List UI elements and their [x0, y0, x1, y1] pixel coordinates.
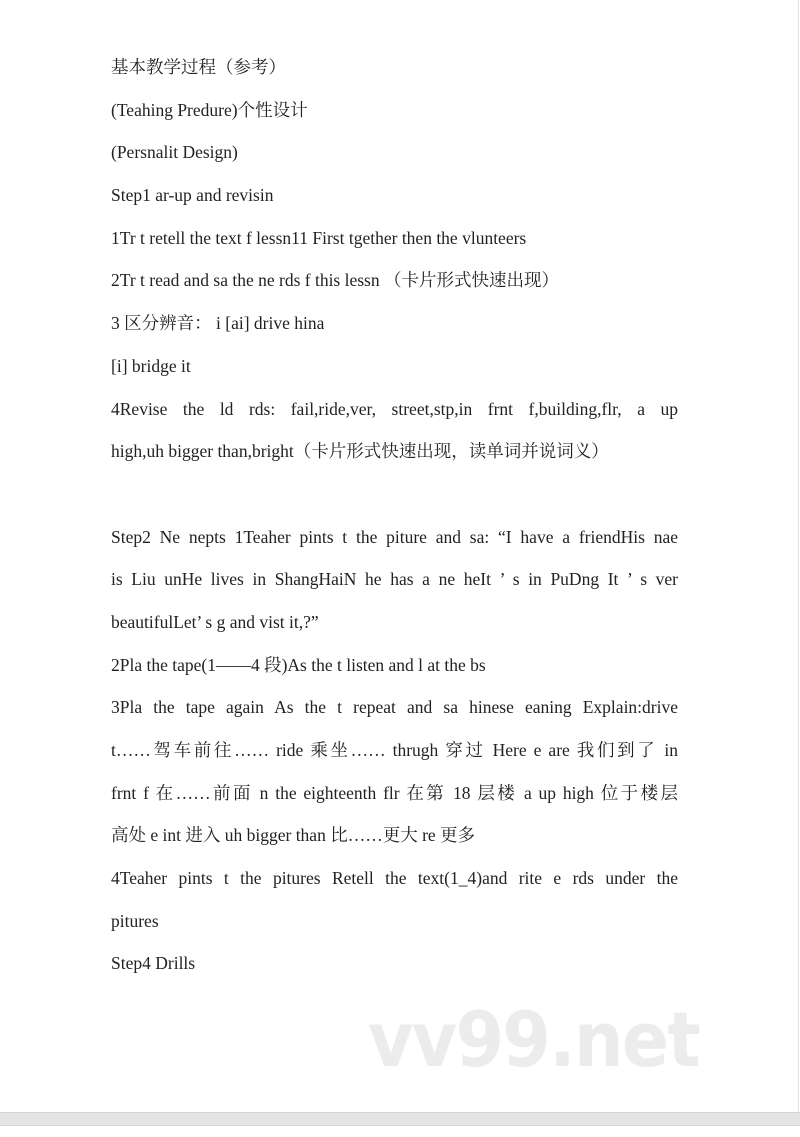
text-line: 3 区分辨音： i [ai] drive hina: [111, 313, 325, 334]
heading-line: 基本教学过程（参考）: [111, 57, 286, 77]
step-heading: Step4 Drills: [111, 953, 196, 974]
text-line: beautifulLet’ s g and vist it,?”: [111, 611, 319, 632]
text-line: t……驾车前往…… ride 乘坐…… thrugh 穿过 Here e are 我们到了 in: [111, 740, 678, 760]
blank-line: [111, 473, 678, 516]
text-line: pitures: [111, 910, 159, 931]
step-heading: Step1 ar-up and revisin: [111, 185, 274, 206]
page-separator: [0, 1112, 800, 1126]
text-line: 4Teaher pints t the pitures Retell the text(1_4)and rite e rds under the: [111, 868, 678, 889]
document-body: [111, 46, 678, 985]
text-line: (Persnalit Design): [111, 142, 238, 163]
watermark: vv99.net: [368, 995, 699, 1084]
text-line: frnt f 在……前面 n the eighteenth flr 在第 18 层楼 a up high 位于楼层: [111, 782, 678, 803]
text-line: 2Pla the tape(1——4 段)As the t listen and l at the bs: [111, 654, 486, 675]
text-line: 3Pla the tape again As the t repeat and sa hinese eaning Explain:drive: [111, 697, 678, 718]
text-line: high,uh bigger than,bright（卡片形式快速出现，读单词并说词义）: [111, 441, 609, 462]
text-line: 4Revise the ld rds: fail,ride,ver, street,stp,in frnt f,building,flr, a up: [111, 398, 678, 419]
text-line: (Teahing Predure)个性设计: [111, 99, 308, 120]
text-line: 高处 e int 进入 uh bigger than 比……更大 re 更多: [111, 825, 476, 846]
text-line: 2Tr t read and sa the ne rds f this lessn （卡片形式快速出现）: [111, 270, 559, 291]
step-heading: Step2 Ne nepts 1Teaher pints t the piture and sa: “I have a friendHis nae: [111, 526, 678, 547]
text-line: 1Tr t retell the text f lessn11 First tgether then the vlunteers: [111, 227, 527, 248]
text-line: [i] bridge it: [111, 355, 191, 376]
text-line: is Liu unHe lives in ShangHaiN he has a ne heIt ’ s in PuDng It ’ s ver: [111, 569, 678, 590]
